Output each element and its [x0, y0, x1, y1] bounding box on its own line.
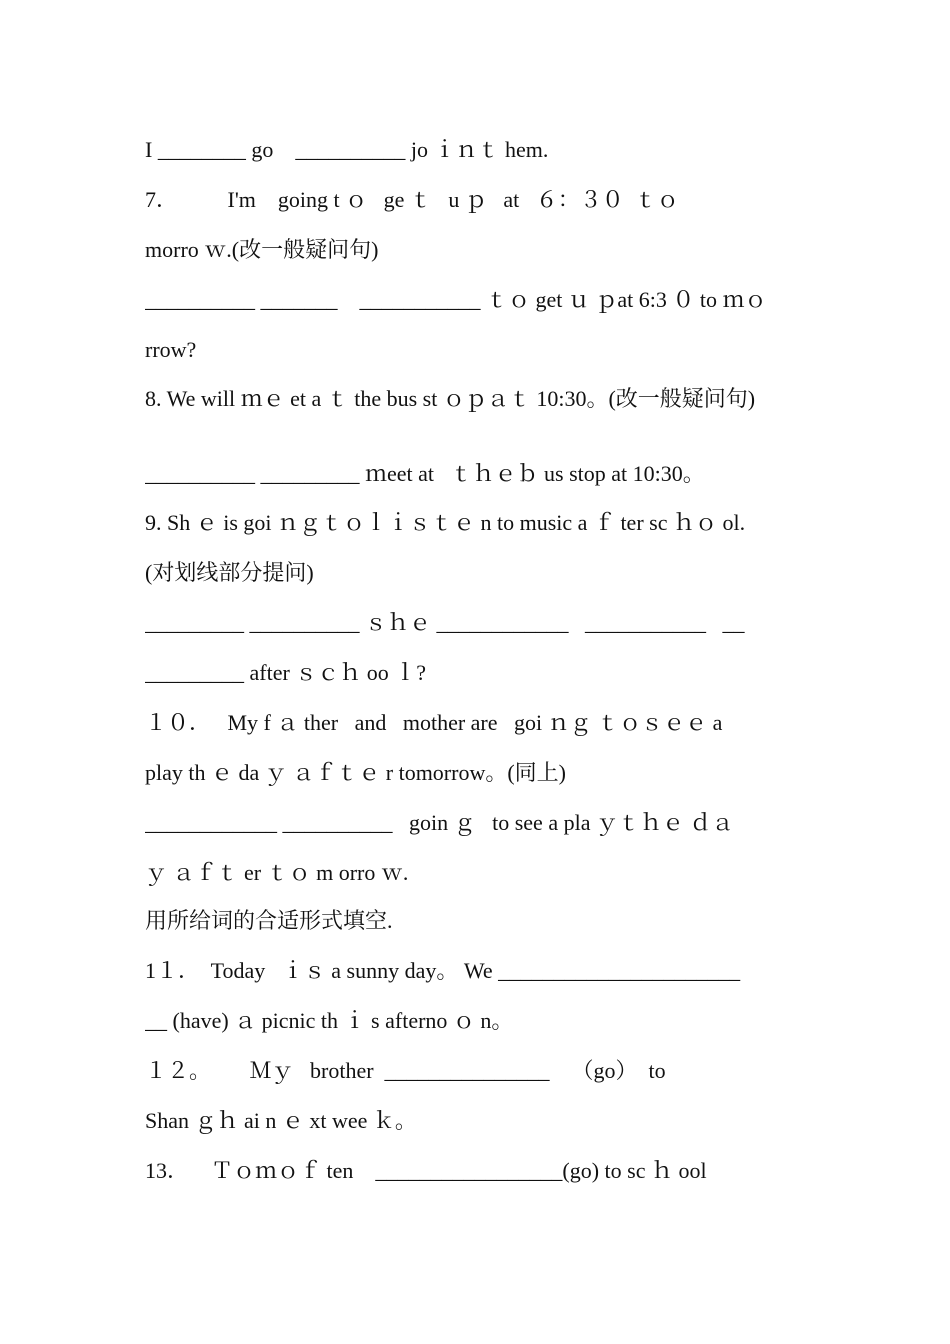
text-line-3: morro ｗ.(改一般疑问句): [145, 237, 379, 262]
text-line-11: _________ after ｓｃｈ oo ｌ?: [145, 660, 427, 685]
text-line-2: 7． I'm going t ｏ ge ｔ u ｐ at ６：３０ ｔｏ: [145, 187, 679, 212]
text-line-12: １０． My f ａ ther and mother are goi ｎｇ ｔｏｓｅｅ a: [145, 710, 723, 735]
text-line-1: I ________ go __________ jo ｉｎｔ hem.: [145, 137, 549, 162]
text-line-14: ____________ __________ goin ｇ to see a pla ｙｔｈｅ ｄａ: [145, 810, 734, 835]
text-line-9: (对划线部分提问): [145, 560, 314, 585]
text-line-19: １２。 Ｍｙ brother _______________ （go） to: [145, 1058, 666, 1083]
text-line-4: __________ _______ ___________ ｔｏ get ｕ ｐat 6:3 ０ to ｍｏ: [145, 287, 767, 312]
text-line-21: 13． Ｔｏｍｏｆ ten _________________(go) to sc ｈ ool: [145, 1158, 707, 1183]
text-line-15: ｙ ａｆｔ er ｔｏ m orro ｗ.: [145, 860, 409, 885]
text-line-13: play th ｅ da ｙ ａｆｔｅ r tomorrow。(同上): [145, 760, 566, 785]
text-line-20: Shan ｇｈ ai n ｅ xt wee ｋ。: [145, 1108, 417, 1133]
text-line-8: 9. Sh ｅ is goi ｎｇｔｏｌｉｓｔｅ n to music a ｆ ter sc ｈｏ ol.: [145, 510, 746, 535]
text-line-18: __ (have) ａ picnic th ｉ s afterno ｏ n。: [145, 1008, 514, 1033]
text-line-5: rrow?: [145, 337, 197, 362]
text-line-17: 1１． Today ｉｓ a sunny day。 We ______________________: [145, 958, 741, 983]
text-line-6: 8. We will ｍｅ et a ｔ the bus st ｏｐａｔ 10:30。(改一般疑问句): [145, 386, 756, 411]
section-heading: 用所给词的合适形式填空.: [145, 908, 393, 933]
text-line-7: __________ _________ ｍeet at ｔｈｅｂ us stop at 10:30。: [145, 461, 705, 486]
text-line-10: _________ __________ ｓｈｅ ____________ ___________ __: [145, 610, 745, 635]
